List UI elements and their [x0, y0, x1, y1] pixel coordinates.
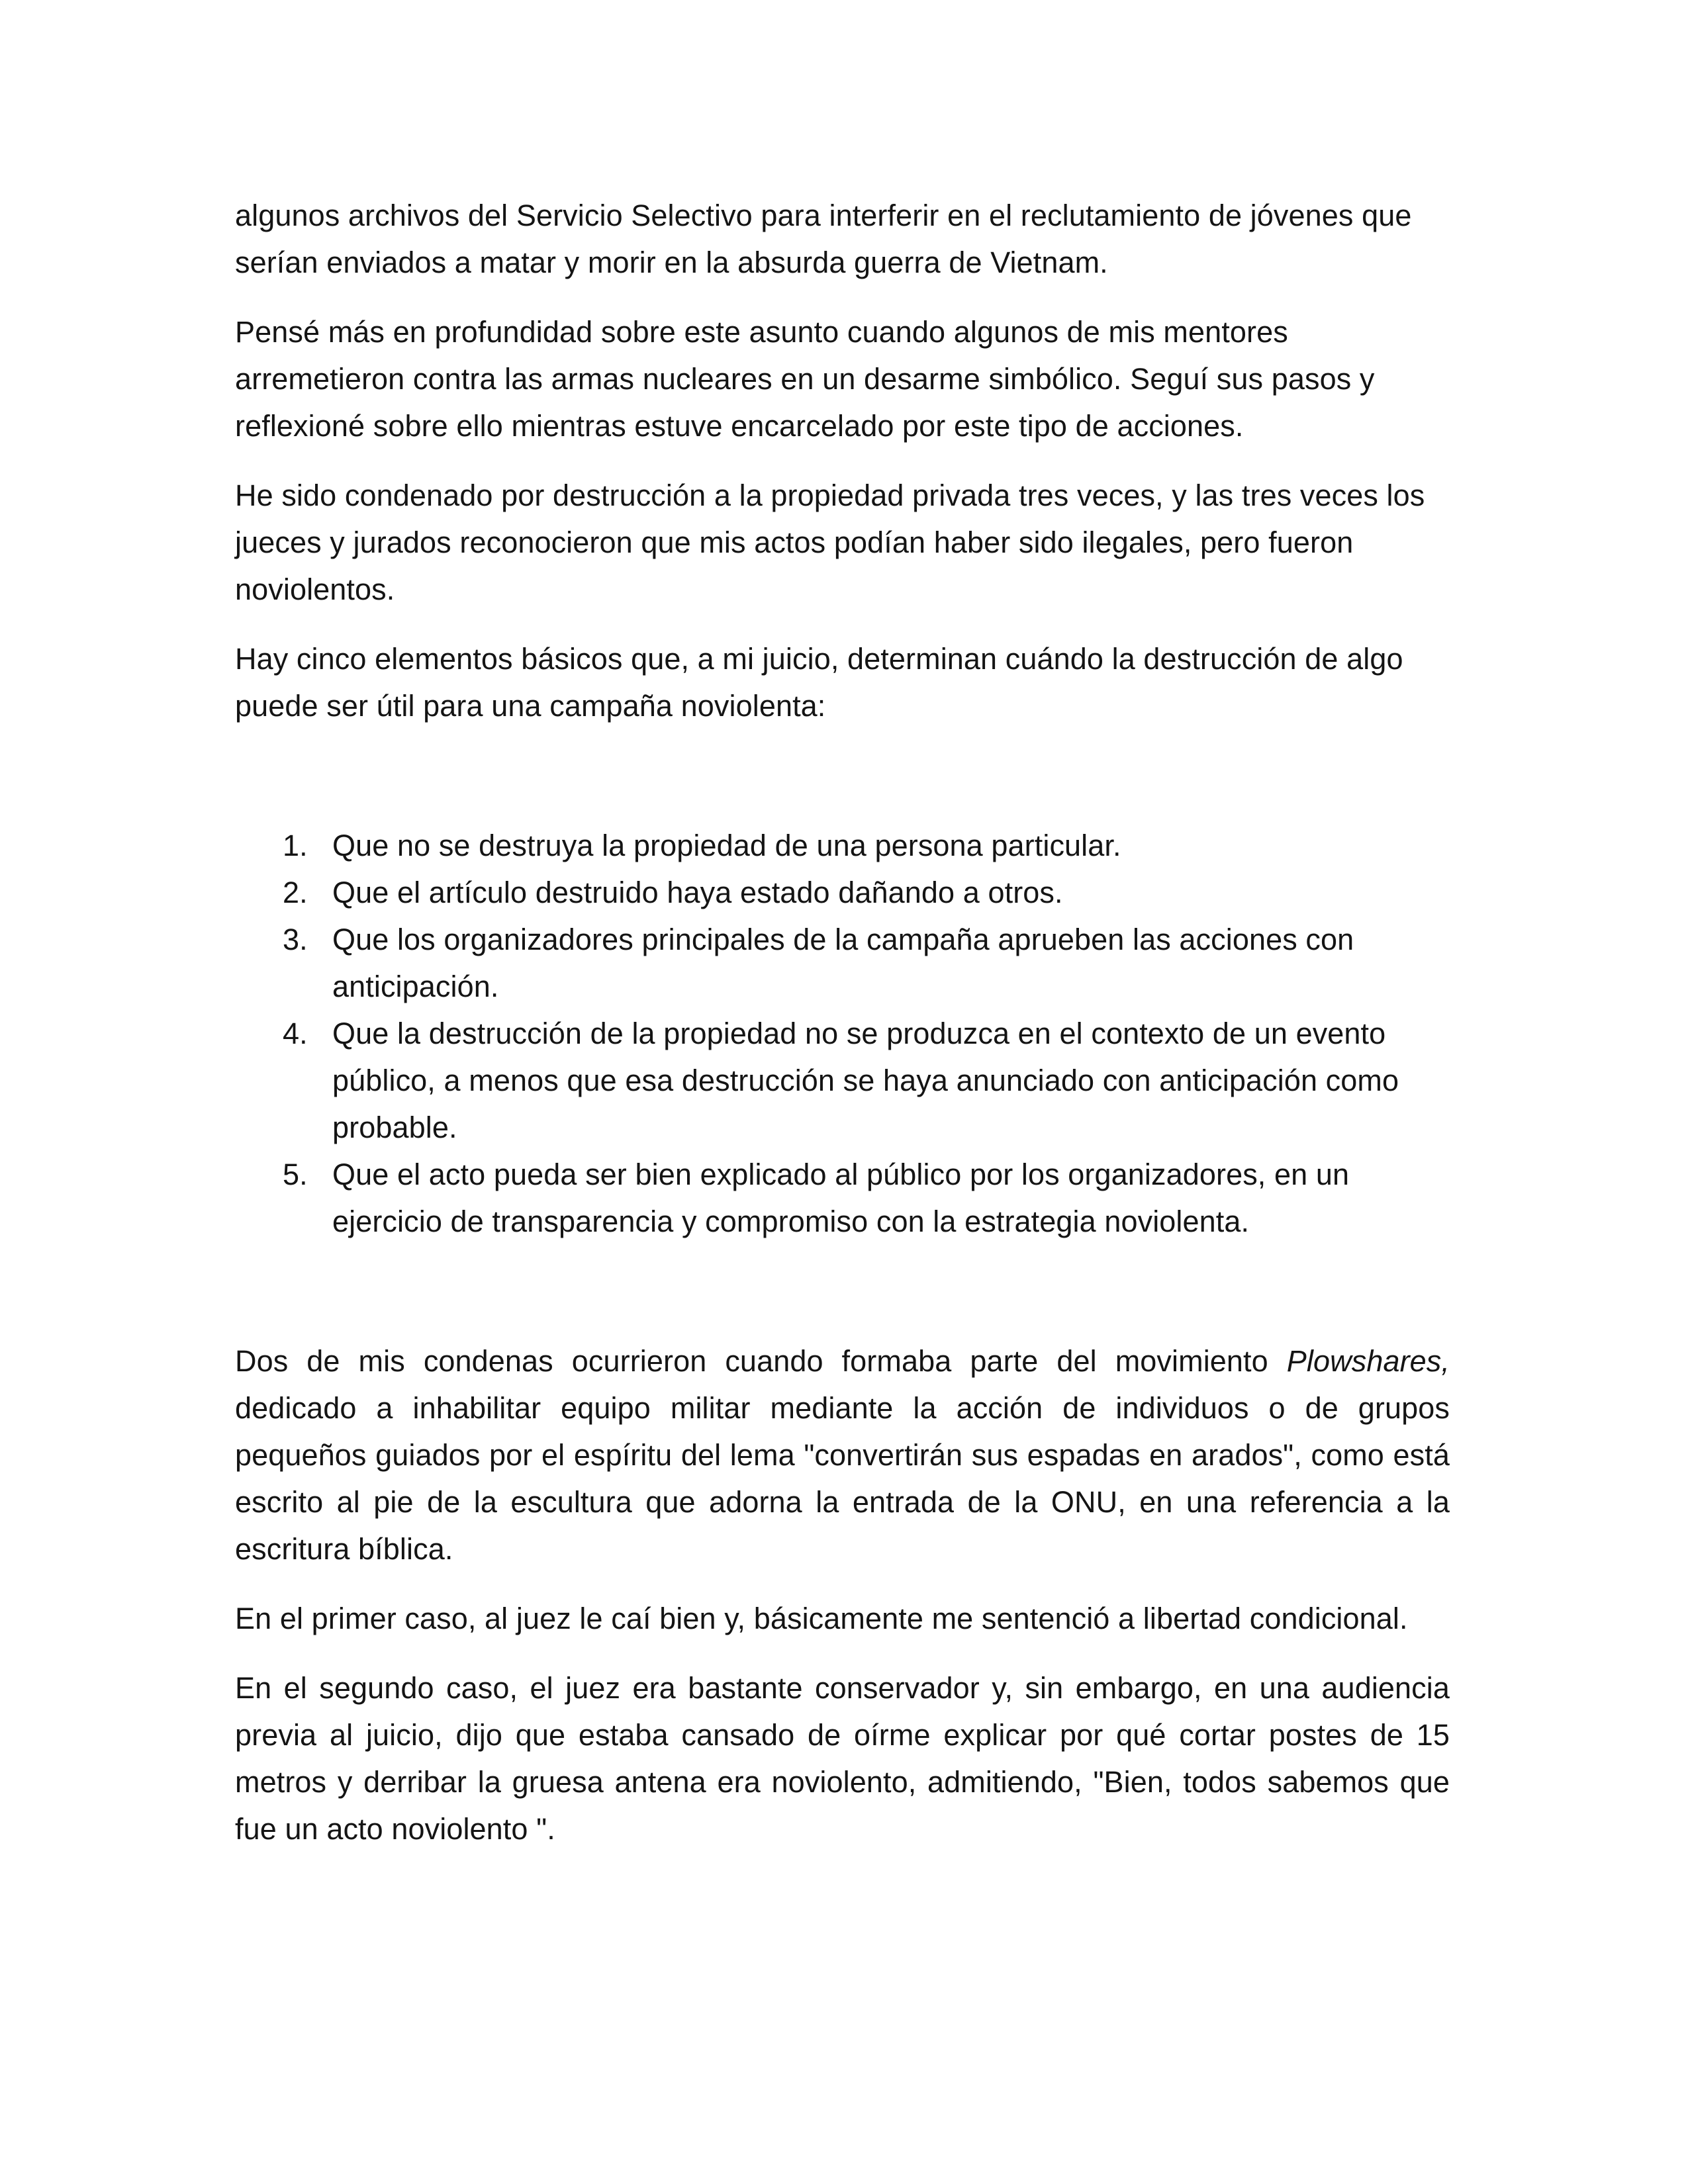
plowshares-emphasis: Plowshares, [1286, 1344, 1450, 1378]
numbered-list [235, 822, 1450, 1245]
paragraph-mentors: Pensé más en profundidad sobre este asunto cuando algunos de mis mentores arremetieron contra las armas nucleares en un desarme simbólico. Seguí sus pasos y reflexioné sobre ello mientras estuve encarcelado por este tipo de acciones. [235, 315, 1375, 443]
list-item-number: 1. [283, 829, 308, 862]
list-item [235, 1151, 1450, 1245]
list-item-text: Que el artículo destruido haya estado dañando a otros. [332, 876, 1063, 909]
list-item-number: 2. [283, 876, 308, 909]
list-item [235, 1010, 1450, 1151]
paragraph-five-elements: Hay cinco elementos básicos que, a mi juicio, determinan cuándo la destrucción de algo puede ser útil para una campaña noviolenta: [235, 642, 1403, 723]
list-item-number: 5. [283, 1158, 308, 1191]
list-item [235, 916, 1450, 1010]
paragraph-selective-service: algunos archivos del Servicio Selectivo para interferir en el reclutamiento de jóvenes que serían enviados a matar y morir en la absurda guerra de Vietnam. [235, 199, 1412, 279]
paragraph-plowshares [235, 1338, 1450, 1572]
list-item [235, 822, 1450, 869]
list-item-number: 4. [283, 1017, 308, 1050]
list-item-number: 3. [283, 923, 308, 956]
paragraph-convictions: He sido condenado por destrucción a la propiedad privada tres veces, y las tres veces los jueces y jurados reconocieron que mis actos podían haber sido ilegales, pero fueron noviolentos. [235, 478, 1425, 606]
list-item-text: Que no se destruya la propiedad de una persona particular. [332, 829, 1121, 862]
paragraph-first-case: En el primer caso, al juez le caí bien y, básicamente me sentenció a libertad condicional. [235, 1602, 1408, 1635]
paragraph-second-case: En el segundo caso, el juez era bastante conservador y, sin embargo, en una audiencia previa al juicio, dijo que estaba cansado de oírme explicar por qué cortar postes de 15 metros y derribar la gruesa antena era noviolento, admitiendo, "Bien, todos sabemos que fue un acto noviolento ". [235, 1671, 1450, 1846]
plowshares-text-after: dedicado a inhabilitar equipo militar mediante la acción de individuos o de grupos pequeños guiados por el espíritu del lema "convertirán sus espadas en arados", como está escrito al pie de la escultura que adorna la entrada de la ONU, en una referencia a la escritura bíblica. [235, 1391, 1450, 1566]
list-item [235, 869, 1450, 916]
list-item-text: Que los organizadores principales de la campaña aprueben las acciones con anticipación. [332, 923, 1354, 1003]
plowshares-text-before: Dos de mis condenas ocurrieron cuando formaba parte del movimiento [235, 1344, 1287, 1378]
document-page [235, 192, 1450, 1875]
list-item-text: Que la destrucción de la propiedad no se produzca en el contexto de un evento público, a menos que esa destrucción se haya anunciado con anticipación como probable. [332, 1017, 1399, 1144]
list-item-text: Que el acto pueda ser bien explicado al público por los organizadores, en un ejercicio de transparencia y compromiso con la estrategia noviolenta. [332, 1158, 1350, 1238]
